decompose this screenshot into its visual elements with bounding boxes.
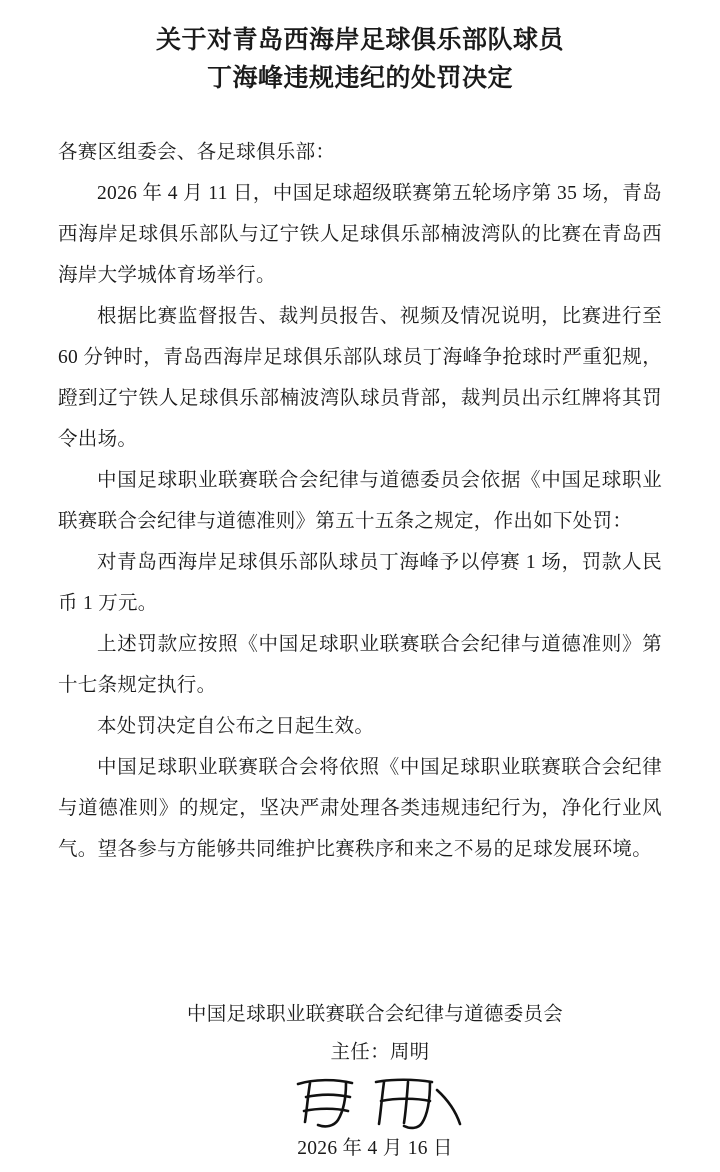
body-paragraph-7: 中国足球职业联赛联合会将依照《中国足球职业联赛联合会纪律与道德准则》的规定，坚决严肃处理各类违规违纪行为，净化行业风气。望各参与方能够共同维护比赛秩序和来之不易的足球发展环境。 — [58, 757, 662, 860]
handwritten-signature-icon — [0, 1070, 720, 1132]
page-title-line-1: 关于对青岛西海岸足球俱乐部队球员 — [155, 27, 564, 54]
body-paragraph-5: 上述罚款应按照《中国足球职业联赛联合会纪律与道德准则》第十七条规定执行。 — [58, 634, 662, 696]
document-body — [58, 132, 662, 870]
page-title-line-2: 丁海峰违规违纪的处罚决定 — [206, 65, 513, 92]
issuing-organization: 中国足球职业联赛联合会纪律与道德委员会 — [186, 1004, 564, 1025]
body-paragraph-2: 根据比赛监督报告、裁判员报告、视频及情况说明，比赛进行至 60 分钟时，青岛西海岸足球俱乐部队球员丁海峰争抢球时严重犯规，蹬到辽宁铁人足球俱乐部楠波湾队球员背部，裁判员出示红牌将其罚令出场。 — [58, 306, 662, 450]
salutation: 各赛区组委会、各足球俱乐部： — [58, 142, 336, 163]
body-paragraph-3: 中国足球职业联赛联合会纪律与道德委员会依据《中国足球职业联赛联合会纪律与道德准则》第五十五条之规定，作出如下处罚： — [58, 470, 662, 532]
body-paragraph-4: 对青岛西海岸足球俱乐部队球员丁海峰予以停赛 1 场，罚款人民币 1 万元。 — [58, 552, 663, 614]
issue-date: 2026 年 4 月 16 日 — [297, 1138, 453, 1159]
body-paragraph-1: 2026 年 4 月 11 日，中国足球超级联赛第五轮场序第 35 场，青岛西海岸足球俱乐部队与辽宁铁人足球俱乐部楠波湾队的比赛在青岛西海岸大学城体育场举行。 — [58, 183, 662, 286]
page-title — [100, 18, 620, 98]
body-paragraph-6: 本处罚决定自公布之日起生效。 — [97, 716, 375, 737]
signatory-role: 主任：周明 — [330, 1042, 430, 1063]
signature-block — [0, 998, 720, 1164]
